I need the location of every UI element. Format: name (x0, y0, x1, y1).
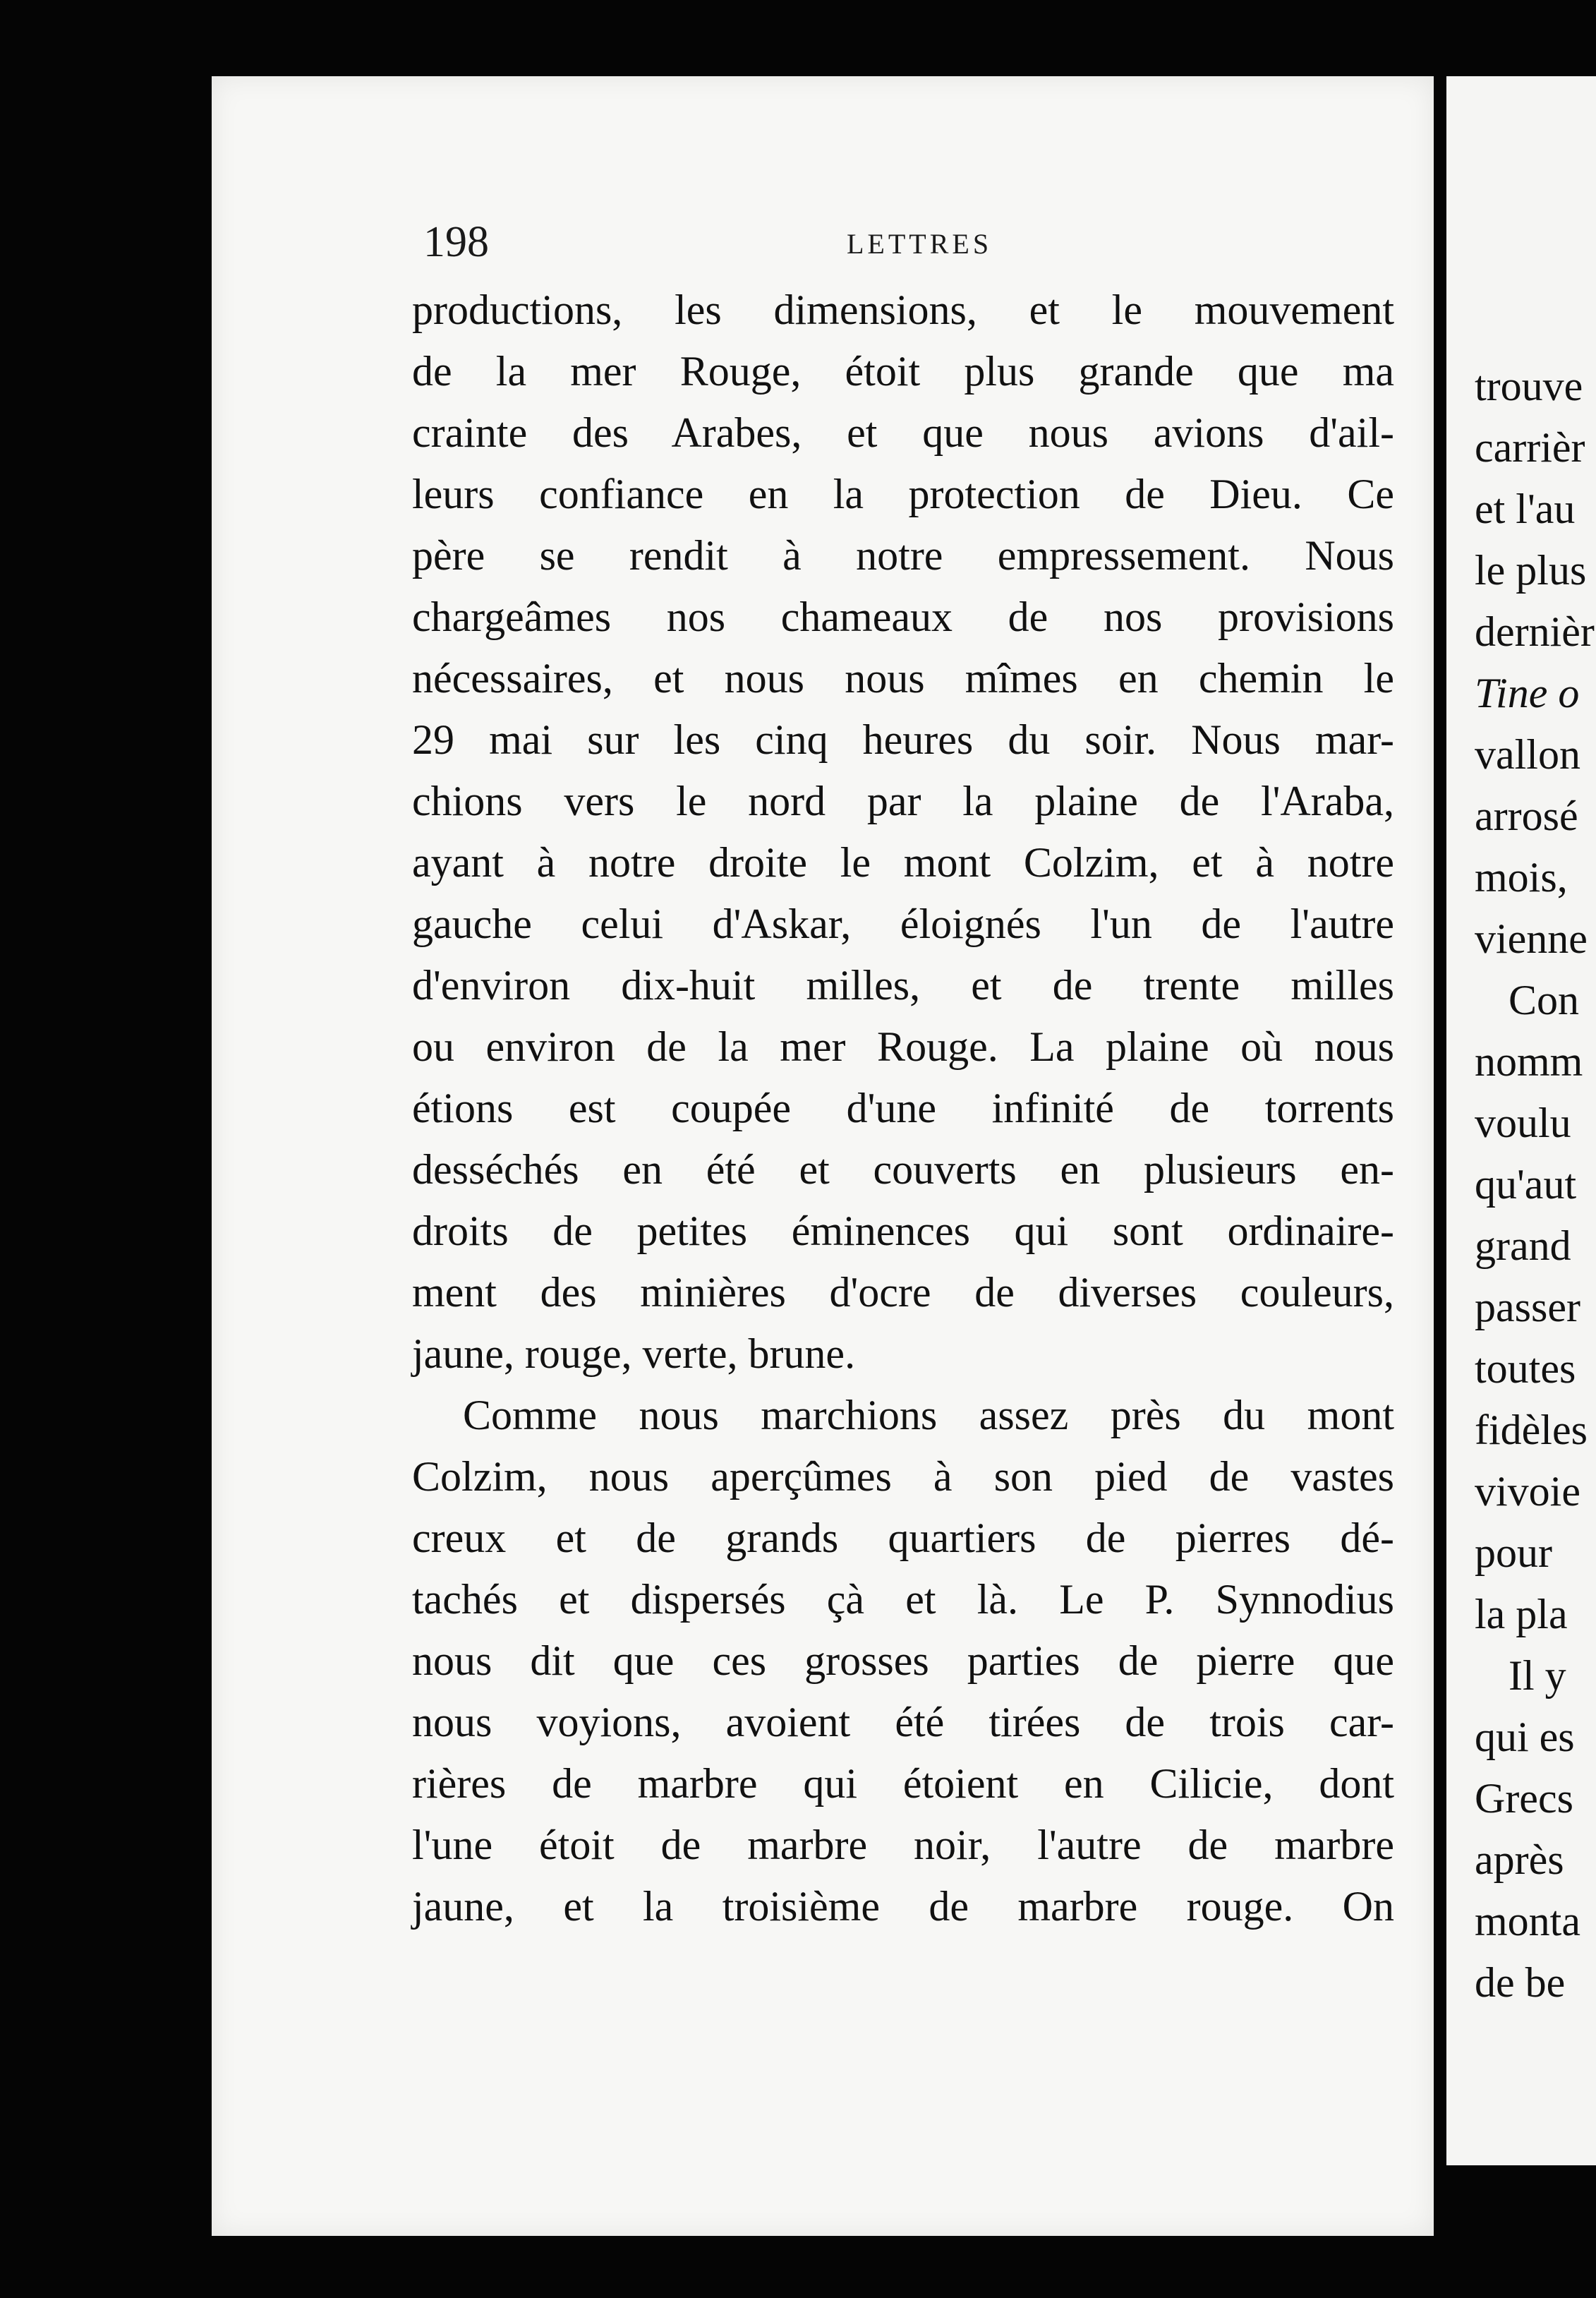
facing-page (1446, 76, 1596, 2165)
page-number: 198 (423, 218, 489, 266)
text-line: ment des minières d'ocre de diverses couleurs, (412, 1269, 1394, 1316)
text-line: leurs confiance en la protection de Dieu. Ce (412, 471, 1394, 517)
text-line: creux et de grands quartiers de pierres dé- (412, 1515, 1394, 1561)
text-line: rières de marbre qui étoient en Cilicie, dont (412, 1760, 1394, 1807)
facing-line: le plus (1475, 547, 1587, 594)
text-line: chargeâmes nos chameaux de nos provisions (412, 594, 1394, 640)
text-line: 29 mai sur les cinq heures du soir. Nous mar- (412, 716, 1394, 763)
text-line: productions, les dimensions, et le mouvement (412, 287, 1394, 333)
facing-line: qu'aut (1475, 1161, 1577, 1208)
text-line: Colzim, nous aperçûmes à son pied de vastes (412, 1453, 1394, 1500)
text-line: nous dit que ces grosses parties de pierre que (412, 1637, 1394, 1684)
facing-line: carrièr (1475, 424, 1585, 471)
text-line: étions est coupée d'une infinité de torrents (412, 1085, 1394, 1131)
facing-line: nomm (1475, 1038, 1583, 1085)
facing-line: passer (1475, 1284, 1580, 1330)
text-line: nous voyions, avoient été tirées de trois car- (412, 1699, 1394, 1745)
text-line: tachés et dispersés çà et là. Le P. Synnodius (412, 1576, 1394, 1623)
facing-line: Il y (1509, 1652, 1566, 1699)
facing-line: grand (1475, 1222, 1571, 1269)
text-line: desséchés en été et couverts en plusieurs en- (412, 1146, 1394, 1193)
text-line: ou environ de la mer Rouge. La plaine où nous (412, 1023, 1394, 1070)
facing-line: Grecs (1475, 1775, 1573, 1822)
facing-line: Tine o (1475, 670, 1580, 716)
facing-line: mois, (1475, 854, 1568, 901)
facing-line: et l'au (1475, 486, 1576, 532)
facing-line: la pla (1475, 1591, 1568, 1637)
facing-line: fidèles (1475, 1407, 1588, 1453)
text-line: Comme nous marchions assez près du mont (463, 1392, 1394, 1438)
facing-line: vivoie (1475, 1468, 1580, 1515)
facing-line: de be (1475, 1959, 1566, 2006)
text-line: gauche celui d'Askar, éloignés l'un de l'autre (412, 901, 1394, 947)
facing-line: vallon (1475, 731, 1580, 778)
text-line: crainte des Arabes, et que nous avions d'ail- (412, 409, 1394, 456)
facing-line: après (1475, 1836, 1564, 1883)
facing-line: monta (1475, 1898, 1580, 1944)
text-line: jaune, rouge, verte, brune. (412, 1330, 856, 1377)
text-line: d'environ dix-huit milles, et de trente milles (412, 962, 1394, 1009)
facing-page-text (1475, 356, 1596, 2014)
facing-line: pour (1475, 1529, 1552, 1576)
running-head: LETTRES (847, 228, 993, 260)
facing-line: qui es (1475, 1714, 1575, 1760)
text-line: jaune, et la troisième de marbre rouge. On (412, 1883, 1394, 1930)
facing-line: vienne (1475, 915, 1588, 962)
text-line: ayant à notre droite le mont Colzim, et à notre (412, 839, 1394, 886)
page-header (423, 217, 1397, 267)
body-text (412, 279, 1394, 1937)
text-line: droits de petites éminences qui sont ordinaire- (412, 1208, 1394, 1254)
facing-line: dernièr (1475, 608, 1595, 655)
text-line: père se rendit à notre empressement. Nous (412, 532, 1394, 579)
text-line: chions vers le nord par la plaine de l'Araba, (412, 778, 1394, 824)
facing-line: Con (1509, 977, 1580, 1023)
text-line: de la mer Rouge, étoit plus grande que ma (412, 348, 1394, 395)
facing-line: arrosé (1475, 793, 1578, 839)
facing-line: toutes (1475, 1345, 1576, 1392)
facing-line: trouve (1475, 363, 1583, 409)
text-line: nécessaires, et nous nous mîmes en chemin le (412, 655, 1394, 702)
facing-line: voulu (1475, 1100, 1571, 1146)
text-line: l'une étoit de marbre noir, l'autre de marbre (412, 1822, 1394, 1868)
